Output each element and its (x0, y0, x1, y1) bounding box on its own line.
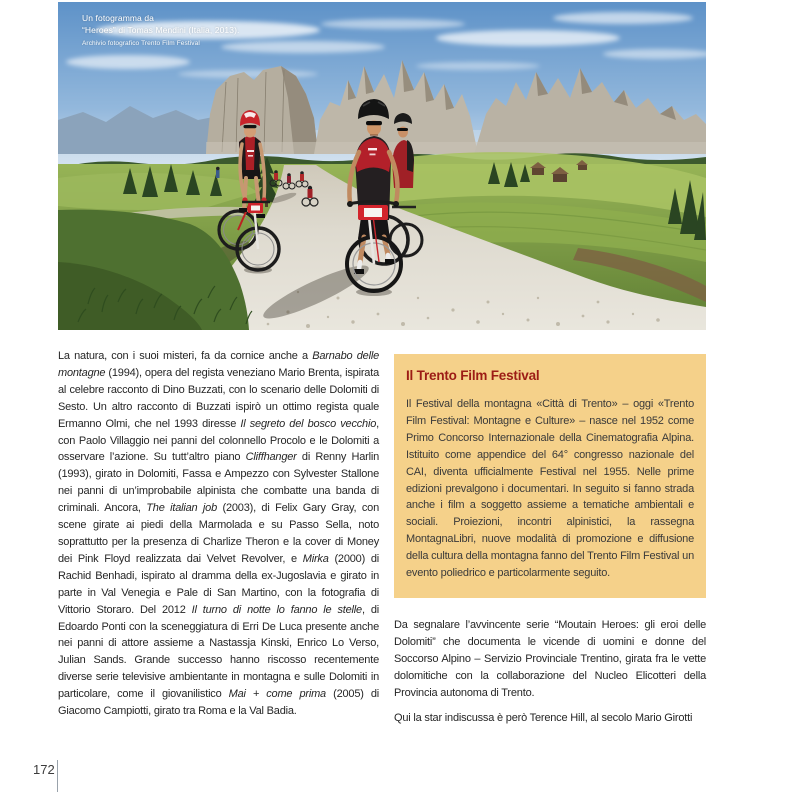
trento-film-festival-box (394, 354, 706, 598)
caption-credit: Archivio fotografico Trento Film Festival (82, 40, 200, 47)
left-column-paragraph: La natura, con i suoi misteri, fa da cornice anche a Barnabo delle montagne (1994), opera del regista veneziano Mario Brenta, ispirata al celebre racconto di Dino Buzzati, con lo scenario delle Dolomiti di Sesto. Un altro racconto di Buzzati ispirò un ottimo regista quale Ermanno Olmi, che nel 1993 diresse Il segreto del bosco vecchio, con Paolo Villaggio nei panni del colonnello Procolo e le Dolomiti a osservare l’azione. Su tutt’altro piano Cliffhanger di Renny Harlin (1993), girato in Dolomiti, Fassa e Ampezzo con Sylvester Stallone nei panni di un’improbabile alpinista che combatte una banda di criminali. Ancora, The italian job (2003), di Felix Gary Gray, con scene girate ai piedi della Marmolada e su Passo Sella, noto soprattutto per la presenza di Charlize Theron e la cover di Money dei Pink Floyd realizzata dai Velvet Revolver, e Mirka (2000) di Rachid Benhadi, ispirato al dramma della ex-Jugoslavia e girato in parte in Val Venegia e Pale di San Martino, con la fotografia di Vittorio Storaro. Del 2012 Il turno di notte lo fanno le stelle, di Edoardo Ponti con la sceneggiatura di Erri De Luca presente anche nei panni di attore assieme a Nastassja Kinski, Enrico Lo Verso, Julian Sands. Grande successo hanno riscosso recentemente diverse serie televisive ambientante in montagna e sulle Dolomiti in particolare, come il giovanilistico Mai + come prima (2005) di Giacomo Campiotti, girato tra Roma e la Val Badia. (58, 350, 380, 718)
right-column (394, 348, 706, 726)
page-number-rule (57, 760, 58, 792)
photo-caption (82, 13, 239, 48)
page-number: 172 (33, 762, 55, 777)
right-column-paragraph-2: Qui la star indiscussa è però Terence Hill, al secolo Mario Girotti (394, 711, 693, 724)
caption-line-2: “Heroes” di Tomas Mendini (Italia, 2013). (82, 24, 240, 35)
photo-illustration (58, 2, 706, 330)
photo-mountain-bikers (58, 2, 706, 330)
text-columns (58, 348, 706, 726)
right-column-paragraph-1: Da segnalare l’avvincente serie “Moutain Heroes: gli eroi delle Dolomiti” che documenta le vicende di uomini e donne del Soccorso Alpino – Servizio Provinciale Trentino, girata fra le vette dolomitiche con la collaborazione del Nucleo Elicotteri della Provincia autonoma di Trento. (394, 618, 706, 699)
box-body: Il Festival della montagna «Città di Trento» – oggi «Trento Film Festival: Montagne e Culture» – nasce nel 1952 come Primo Concorso Internazionale della Cinematografia Alpina. Istituito come appendice del 64° congresso nazionale del CAI, diventa ufficialmente Festival nel 1955. Nelle prime edizioni prevalgono i documentari. In seguito si fanno strada anche i film a soggetto assieme a tematiche ambientali e sociali. Proiezioni, incontri alpinistici, la rassegna MontagnaLibri, nuove modalità di promozione e diffusione della cultura della montagna fanno del Trento Film Festival un evento poliedrico e particolarmente seguito. (406, 398, 694, 580)
box-title: Il Trento Film Festival (406, 368, 540, 383)
caption-line-1: Un fotogramma da (82, 13, 154, 23)
